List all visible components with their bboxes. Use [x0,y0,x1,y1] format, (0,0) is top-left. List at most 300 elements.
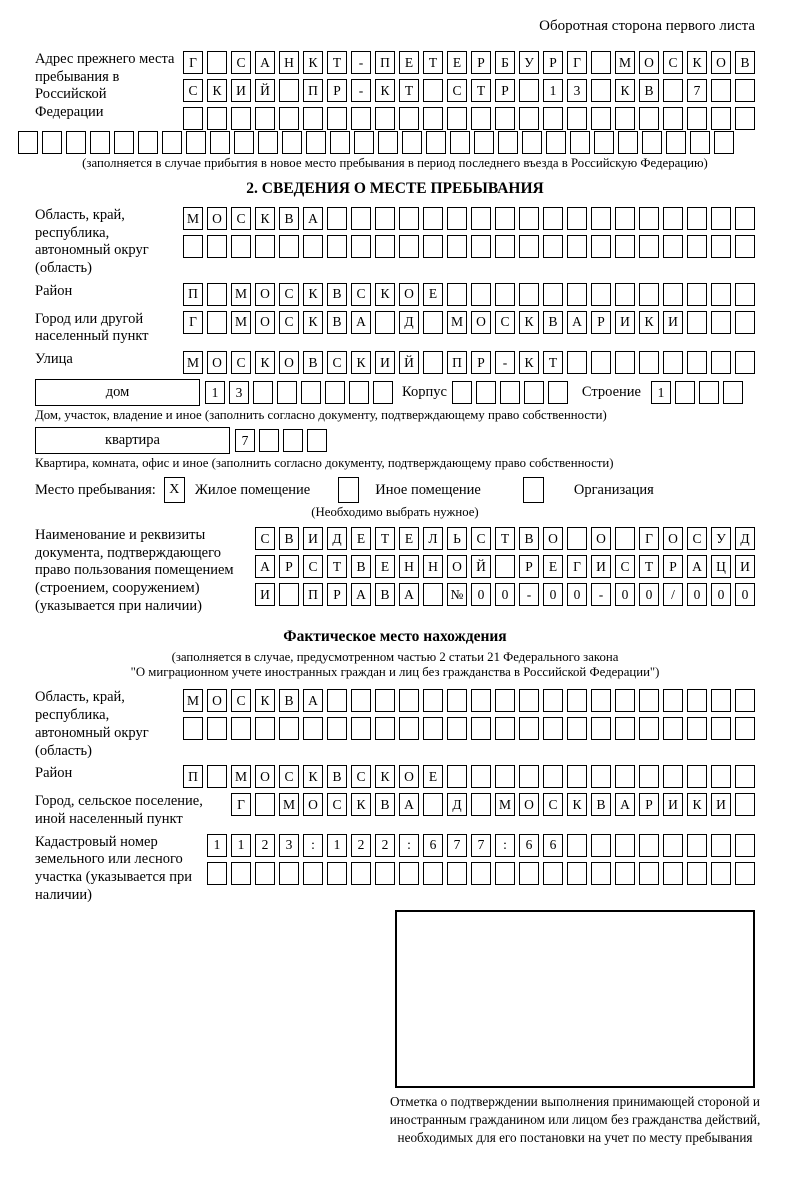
char-cell[interactable] [639,765,659,788]
char-cell[interactable]: А [687,555,707,578]
char-cell[interactable] [735,283,755,306]
char-cell[interactable] [735,311,755,334]
char-cell[interactable]: О [279,351,299,374]
char-cell[interactable] [303,717,323,740]
char-cell[interactable]: И [663,311,683,334]
char-cell[interactable]: К [519,351,539,374]
char-cell[interactable] [675,381,695,404]
char-cell[interactable]: О [255,765,275,788]
char-cell[interactable] [591,689,611,712]
char-cell[interactable]: Й [255,79,275,102]
char-cell[interactable]: Е [543,555,563,578]
char-cell[interactable]: О [543,527,563,550]
char-cell[interactable]: О [471,311,491,334]
char-cell[interactable] [354,131,374,154]
char-cell[interactable]: С [183,79,203,102]
char-cell[interactable]: Т [639,555,659,578]
char-cell[interactable] [301,381,321,404]
char-cell[interactable]: К [375,765,395,788]
char-cell[interactable]: И [735,555,755,578]
char-cell[interactable] [423,235,443,258]
char-cell[interactable] [615,107,635,130]
char-cell[interactable]: 3 [229,381,249,404]
char-cell[interactable] [426,131,446,154]
char-cell[interactable] [450,131,470,154]
char-cell[interactable]: К [375,79,395,102]
char-cell[interactable] [591,717,611,740]
char-cell[interactable]: Г [183,51,203,74]
char-cell[interactable]: Т [543,351,563,374]
char-cell[interactable]: К [255,351,275,374]
char-cell[interactable] [687,862,707,885]
char-cell[interactable] [114,131,134,154]
char-cell[interactable]: М [495,793,515,816]
char-cell[interactable] [375,862,395,885]
char-cell[interactable] [570,131,590,154]
char-cell[interactable] [307,429,327,452]
char-cell[interactable]: С [255,527,275,550]
char-cell[interactable] [423,79,443,102]
char-cell[interactable] [519,765,539,788]
char-cell[interactable] [423,107,443,130]
char-cell[interactable]: 2 [351,834,371,857]
char-cell[interactable] [735,79,755,102]
char-cell[interactable] [18,131,38,154]
char-cell[interactable]: С [351,765,371,788]
char-cell[interactable] [714,131,734,154]
char-cell[interactable]: С [471,527,491,550]
char-cell[interactable] [231,717,251,740]
char-cell[interactable]: С [543,793,563,816]
char-cell[interactable]: А [351,583,371,606]
char-cell[interactable]: О [711,51,731,74]
char-cell[interactable]: Й [399,351,419,374]
char-cell[interactable]: В [327,765,347,788]
char-cell[interactable]: О [207,207,227,230]
char-cell[interactable] [447,107,467,130]
char-cell[interactable] [183,235,203,258]
char-cell[interactable]: В [351,555,371,578]
char-cell[interactable]: К [303,765,323,788]
char-cell[interactable]: Д [447,793,467,816]
char-cell[interactable] [711,834,731,857]
char-cell[interactable] [735,207,755,230]
char-cell[interactable] [591,79,611,102]
char-cell[interactable]: С [327,793,347,816]
char-cell[interactable]: - [495,351,515,374]
char-cell[interactable] [591,834,611,857]
char-cell[interactable] [663,765,683,788]
char-cell[interactable]: А [399,793,419,816]
char-cell[interactable] [303,862,323,885]
char-cell[interactable] [495,717,515,740]
char-cell[interactable] [687,765,707,788]
char-cell[interactable] [471,107,491,130]
char-cell[interactable] [471,235,491,258]
char-cell[interactable]: К [375,283,395,306]
char-cell[interactable] [210,131,230,154]
char-cell[interactable]: / [663,583,683,606]
char-cell[interactable] [639,235,659,258]
checkbox-inoe[interactable] [338,477,359,503]
char-cell[interactable] [567,107,587,130]
char-cell[interactable] [423,862,443,885]
char-cell[interactable] [452,381,472,404]
char-cell[interactable] [279,583,299,606]
char-cell[interactable] [423,689,443,712]
char-cell[interactable] [519,283,539,306]
char-cell[interactable]: К [351,351,371,374]
char-cell[interactable] [351,207,371,230]
char-cell[interactable] [663,235,683,258]
char-cell[interactable] [399,107,419,130]
char-cell[interactable] [567,689,587,712]
char-cell[interactable] [327,207,347,230]
char-cell[interactable] [282,131,302,154]
char-cell[interactable] [567,283,587,306]
char-cell[interactable] [471,689,491,712]
char-cell[interactable]: Е [375,555,395,578]
char-cell[interactable] [498,131,518,154]
char-cell[interactable]: : [303,834,323,857]
char-cell[interactable]: М [447,311,467,334]
char-cell[interactable]: К [303,283,323,306]
char-cell[interactable]: 2 [255,834,275,857]
char-cell[interactable]: Т [327,555,347,578]
char-cell[interactable]: В [279,527,299,550]
char-cell[interactable] [207,765,227,788]
char-cell[interactable] [519,107,539,130]
char-cell[interactable]: О [255,311,275,334]
char-cell[interactable]: Т [399,79,419,102]
char-cell[interactable] [615,717,635,740]
char-cell[interactable]: С [447,79,467,102]
char-cell[interactable] [615,689,635,712]
char-cell[interactable] [711,351,731,374]
char-cell[interactable] [375,235,395,258]
char-cell[interactable] [519,717,539,740]
char-cell[interactable] [207,235,227,258]
char-cell[interactable] [663,207,683,230]
char-cell[interactable]: П [183,765,203,788]
char-cell[interactable] [231,862,251,885]
char-cell[interactable]: Е [399,527,419,550]
char-cell[interactable] [471,765,491,788]
char-cell[interactable]: Д [399,311,419,334]
char-cell[interactable]: К [303,311,323,334]
char-cell[interactable] [519,79,539,102]
char-cell[interactable] [500,381,520,404]
char-cell[interactable]: 3 [279,834,299,857]
char-cell[interactable] [378,131,398,154]
char-cell[interactable] [687,283,707,306]
char-cell[interactable] [567,717,587,740]
char-cell[interactable]: Р [471,351,491,374]
char-cell[interactable]: Е [399,51,419,74]
char-cell[interactable] [699,381,719,404]
char-cell[interactable]: Й [471,555,491,578]
char-cell[interactable] [615,351,635,374]
char-cell[interactable] [618,131,638,154]
char-cell[interactable] [735,689,755,712]
char-cell[interactable] [543,283,563,306]
char-cell[interactable] [495,283,515,306]
char-cell[interactable]: С [327,351,347,374]
char-cell[interactable] [351,717,371,740]
char-cell[interactable]: Н [279,51,299,74]
char-cell[interactable] [687,689,707,712]
char-cell[interactable]: 6 [519,834,539,857]
char-cell[interactable]: Д [327,527,347,550]
char-cell[interactable]: А [399,583,419,606]
char-cell[interactable]: 0 [735,583,755,606]
char-cell[interactable] [687,834,707,857]
char-cell[interactable] [66,131,86,154]
char-cell[interactable]: В [375,583,395,606]
char-cell[interactable] [687,311,707,334]
char-cell[interactable]: С [303,555,323,578]
char-cell[interactable]: 7 [471,834,491,857]
char-cell[interactable] [567,527,587,550]
char-cell[interactable] [474,131,494,154]
char-cell[interactable]: В [591,793,611,816]
char-cell[interactable]: К [615,79,635,102]
char-cell[interactable]: А [351,311,371,334]
char-cell[interactable] [42,131,62,154]
char-cell[interactable]: 6 [543,834,563,857]
char-cell[interactable] [642,131,662,154]
char-cell[interactable] [591,107,611,130]
char-cell[interactable]: Г [567,555,587,578]
char-cell[interactable]: И [615,311,635,334]
char-cell[interactable]: Т [495,527,515,550]
char-cell[interactable]: 7 [447,834,467,857]
char-cell[interactable] [548,381,568,404]
char-cell[interactable] [423,351,443,374]
char-cell[interactable] [423,207,443,230]
char-cell[interactable]: 1 [543,79,563,102]
char-cell[interactable]: 1 [327,834,347,857]
char-cell[interactable]: К [351,793,371,816]
char-cell[interactable]: О [639,51,659,74]
char-cell[interactable] [183,717,203,740]
char-cell[interactable] [735,107,755,130]
char-cell[interactable] [306,131,326,154]
char-cell[interactable]: И [663,793,683,816]
char-cell[interactable]: С [279,311,299,334]
checkbox-org[interactable] [523,477,544,503]
char-cell[interactable] [399,207,419,230]
char-cell[interactable] [594,131,614,154]
char-cell[interactable] [615,527,635,550]
char-cell[interactable]: С [495,311,515,334]
char-cell[interactable]: 0 [567,583,587,606]
char-cell[interactable] [231,107,251,130]
char-cell[interactable] [447,765,467,788]
char-cell[interactable] [255,717,275,740]
char-cell[interactable]: К [519,311,539,334]
char-cell[interactable]: Р [519,555,539,578]
char-cell[interactable] [519,689,539,712]
char-cell[interactable] [615,235,635,258]
char-cell[interactable] [375,689,395,712]
char-cell[interactable] [495,207,515,230]
char-cell[interactable]: Р [471,51,491,74]
char-cell[interactable]: К [255,689,275,712]
char-cell[interactable]: В [375,793,395,816]
char-cell[interactable] [711,283,731,306]
char-cell[interactable] [303,235,323,258]
char-cell[interactable] [711,717,731,740]
char-cell[interactable]: 7 [235,429,255,452]
char-cell[interactable] [567,207,587,230]
char-cell[interactable]: 0 [615,583,635,606]
char-cell[interactable]: 7 [687,79,707,102]
char-cell[interactable] [207,51,227,74]
char-cell[interactable] [663,79,683,102]
char-cell[interactable]: П [447,351,467,374]
char-cell[interactable]: : [495,834,515,857]
char-cell[interactable] [259,429,279,452]
char-cell[interactable]: Л [423,527,443,550]
char-cell[interactable]: Р [495,79,515,102]
char-cell[interactable] [687,351,707,374]
char-cell[interactable] [591,862,611,885]
checkbox-zhiloe[interactable]: X [164,477,185,503]
char-cell[interactable]: С [663,51,683,74]
char-cell[interactable]: С [351,283,371,306]
char-cell[interactable]: 0 [639,583,659,606]
char-cell[interactable] [615,207,635,230]
char-cell[interactable] [663,862,683,885]
char-cell[interactable] [687,235,707,258]
char-cell[interactable] [711,107,731,130]
char-cell[interactable] [303,107,323,130]
char-cell[interactable] [399,689,419,712]
char-cell[interactable]: У [519,51,539,74]
char-cell[interactable] [495,862,515,885]
char-cell[interactable] [255,862,275,885]
char-cell[interactable] [663,283,683,306]
char-cell[interactable] [327,107,347,130]
char-cell[interactable]: А [303,207,323,230]
char-cell[interactable]: С [615,555,635,578]
char-cell[interactable]: М [615,51,635,74]
char-cell[interactable]: № [447,583,467,606]
char-cell[interactable]: 0 [471,583,491,606]
char-cell[interactable]: И [591,555,611,578]
char-cell[interactable] [207,311,227,334]
char-cell[interactable]: М [231,283,251,306]
char-cell[interactable]: Р [639,793,659,816]
char-cell[interactable]: 2 [375,834,395,857]
char-cell[interactable] [615,862,635,885]
char-cell[interactable] [663,689,683,712]
char-cell[interactable]: С [687,527,707,550]
char-cell[interactable] [711,765,731,788]
char-cell[interactable]: Ц [711,555,731,578]
char-cell[interactable]: Р [543,51,563,74]
char-cell[interactable] [327,689,347,712]
char-cell[interactable]: 0 [543,583,563,606]
char-cell[interactable] [639,717,659,740]
char-cell[interactable]: О [207,351,227,374]
char-cell[interactable] [591,207,611,230]
char-cell[interactable] [663,834,683,857]
char-cell[interactable] [666,131,686,154]
char-cell[interactable] [543,765,563,788]
char-cell[interactable] [423,793,443,816]
char-cell[interactable] [591,283,611,306]
char-cell[interactable]: - [351,51,371,74]
char-cell[interactable] [325,381,345,404]
char-cell[interactable] [351,107,371,130]
char-cell[interactable]: М [183,351,203,374]
char-cell[interactable]: В [303,351,323,374]
char-cell[interactable] [543,689,563,712]
char-cell[interactable]: 0 [687,583,707,606]
char-cell[interactable] [735,862,755,885]
char-cell[interactable] [253,381,273,404]
char-cell[interactable] [711,235,731,258]
char-cell[interactable]: М [183,207,203,230]
char-cell[interactable]: П [303,583,323,606]
char-cell[interactable] [351,862,371,885]
char-cell[interactable]: - [519,583,539,606]
char-cell[interactable]: О [399,283,419,306]
char-cell[interactable] [735,834,755,857]
char-cell[interactable]: М [279,793,299,816]
char-cell[interactable] [543,207,563,230]
char-cell[interactable]: К [639,311,659,334]
char-cell[interactable]: К [303,51,323,74]
char-cell[interactable] [399,862,419,885]
char-cell[interactable] [279,862,299,885]
char-cell[interactable] [423,311,443,334]
char-cell[interactable] [567,834,587,857]
char-cell[interactable]: Е [423,765,443,788]
char-cell[interactable]: О [663,527,683,550]
char-cell[interactable] [524,381,544,404]
char-cell[interactable]: С [231,689,251,712]
char-cell[interactable] [447,207,467,230]
char-cell[interactable]: М [183,689,203,712]
char-cell[interactable]: В [519,527,539,550]
char-cell[interactable] [591,235,611,258]
char-cell[interactable] [663,107,683,130]
char-cell[interactable]: Т [375,527,395,550]
char-cell[interactable]: В [279,689,299,712]
char-cell[interactable]: 0 [711,583,731,606]
char-cell[interactable] [639,689,659,712]
char-cell[interactable]: И [255,583,275,606]
char-cell[interactable] [690,131,710,154]
char-cell[interactable] [639,862,659,885]
char-cell[interactable] [255,793,275,816]
char-cell[interactable]: И [231,79,251,102]
char-cell[interactable]: А [303,689,323,712]
char-cell[interactable] [471,793,491,816]
char-cell[interactable]: А [255,555,275,578]
char-cell[interactable]: О [255,283,275,306]
char-cell[interactable] [277,381,297,404]
char-cell[interactable] [207,717,227,740]
char-cell[interactable]: К [687,51,707,74]
char-cell[interactable] [639,351,659,374]
char-cell[interactable]: О [207,689,227,712]
char-cell[interactable]: Е [447,51,467,74]
char-cell[interactable] [711,689,731,712]
